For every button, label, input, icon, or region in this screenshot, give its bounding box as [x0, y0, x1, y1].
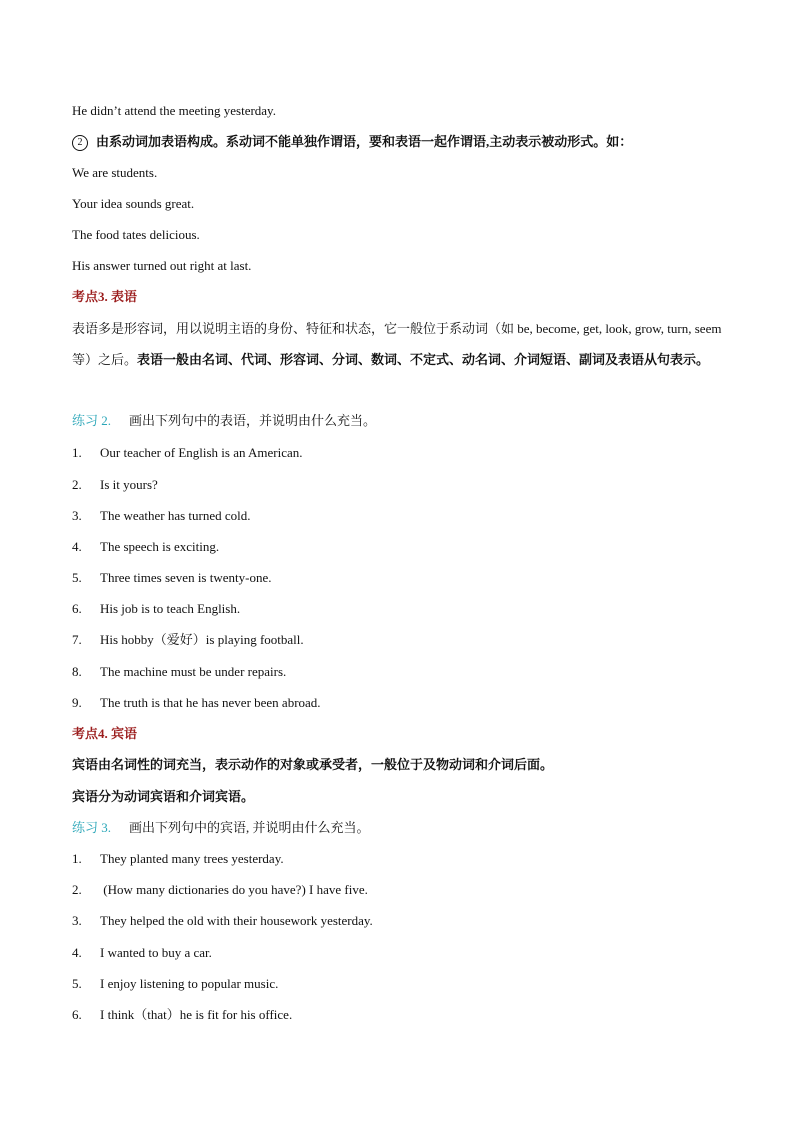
list-item: 9. The truth is that he has never been abroad. [72, 695, 321, 710]
list-item: 5. I enjoy listening to popular music. [72, 976, 279, 991]
exercise-3-instruction [72, 819, 370, 837]
list-item: 4. I wanted to buy a car. [72, 945, 212, 960]
list-item: 2. Is it yours? [72, 477, 158, 492]
section-3-intro-normal: 表语多是形容词，用以说明主语的身份、特征和状态，它一般位于系动词（如 be, become, get, look, grow, turn, seem 等）之后。 [72, 321, 722, 367]
list-item: 2. (How many dictionaries do you have?) I have five. [72, 882, 368, 897]
section-3-heading: 考点3. 表语 [72, 289, 138, 304]
section-4-heading: 考点4. 宾语 [72, 726, 138, 741]
link-example: We are students. [72, 165, 158, 180]
link-example: The food tates delicious. [72, 227, 200, 242]
list-item: 5. Three times seven is twenty-one. [72, 570, 272, 585]
section-3-intro [72, 313, 732, 375]
point-2-text: 由系动词加表语构成。系动词不能单独作谓语，要和表语一起作谓语,主动表示被动形式。如： [96, 134, 633, 149]
exercise-2-instruction [72, 412, 376, 430]
exercise-2-label: 练习 2. [72, 413, 112, 428]
list-item: 6. His job is to teach English. [72, 601, 241, 616]
sentence-top: He didn’t attend the meeting yesterday. [72, 103, 276, 118]
point-2-item [72, 133, 632, 151]
circled-number: 2 [72, 135, 88, 151]
section-3-intro-bold: 表语一般由名词、代词、形容词、分词、数词、不定式、动名词、介词短语、副词及表语从句表示。 [137, 352, 710, 367]
list-item: 1. They planted many trees yesterday. [72, 851, 284, 866]
list-item: 3. The weather has turned cold. [72, 508, 251, 523]
link-example: His answer turned out right at last. [72, 258, 252, 273]
exercise-3-label: 练习 3. [72, 820, 112, 835]
exercise-3-text: 画出下列句中的宾语, 并说明由什么充当。 [129, 820, 370, 835]
list-item: 8. The machine must be under repairs. [72, 664, 287, 679]
section-4-line-1: 宾语由名词性的词充当，表示动作的对象或承受者，一般位于及物动词和介词后面。 [72, 757, 554, 772]
link-example: Your idea sounds great. [72, 196, 195, 211]
list-item: 4. The speech is exciting. [72, 539, 220, 554]
section-4-line-2: 宾语分为动词宾语和介词宾语。 [72, 789, 255, 804]
list-item: 6. I think（that）he is fit for his office. [72, 1007, 293, 1022]
list-item: 7. His hobby（爱好）is playing football. [72, 632, 304, 647]
exercise-2-text: 画出下列句中的表语，并说明由什么充当。 [129, 413, 377, 428]
list-item: 1. Our teacher of English is an American. [72, 445, 303, 460]
list-item: 3. They helped the old with their housework yesterday. [72, 913, 373, 928]
